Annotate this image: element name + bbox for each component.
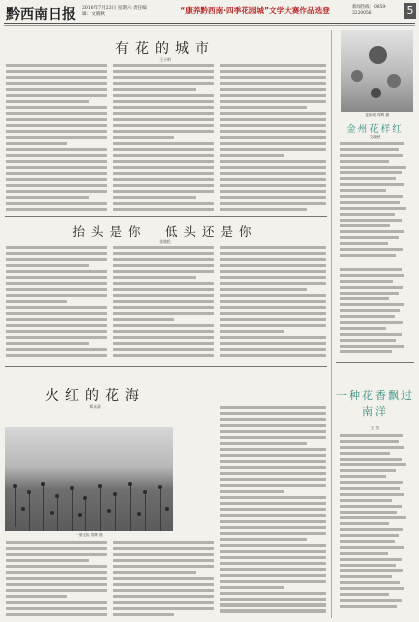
poem-title: 金州花样红 [346,124,404,135]
section-divider [5,216,327,217]
sidebar-divider [336,362,414,363]
poem-body-continued [340,268,410,358]
poem-title: 一种花香飘过南洋 [336,389,414,418]
date-line: 2016年7月23日 星期六 责任编辑：文晓秋 [82,6,147,17]
article-body-col-2 [113,541,214,619]
column-divider [331,30,332,618]
header-rule-secondary [4,25,415,26]
article-author: 郑永清 [89,404,101,409]
photo-caption: 花仙城 郑辉 摄 [365,113,389,117]
poem-body [340,434,410,618]
article-body-col-1 [6,246,107,362]
article-body-col-3 [220,64,326,212]
poem-body [340,142,410,262]
article-author: 王小明 [159,57,171,62]
contact-info: 新闻热线：0859-3220056 [352,5,387,16]
poppy-field-photo [5,427,173,531]
photo-caption: 一望无际 郑辉 摄 [75,533,103,537]
header-rule [4,23,415,24]
poem-author: 王 芳 [370,426,380,430]
article-body-col-1 [6,64,107,212]
poem-author: 文晓秋 [369,135,381,139]
article-body-col-3 [220,246,326,362]
page-number: 5 [404,3,416,19]
banner-title: “康养黔西南·四季花园城”文学大赛作品选登 [180,6,330,15]
article-body-col-2 [113,64,214,212]
article-title: 火红的花海 [45,388,145,404]
article-author: 张晓松 [159,239,171,244]
article-title: 抬头是你 低头还是你 [72,224,258,239]
section-divider [5,366,327,367]
article-body-col-3 [220,406,326,619]
article-body-col-1 [6,541,107,619]
article-title: 有花的城市 [115,41,215,57]
masthead: 黔西南日报 [6,7,76,23]
article-body-col-2 [113,246,214,362]
flower-photo [341,30,413,112]
